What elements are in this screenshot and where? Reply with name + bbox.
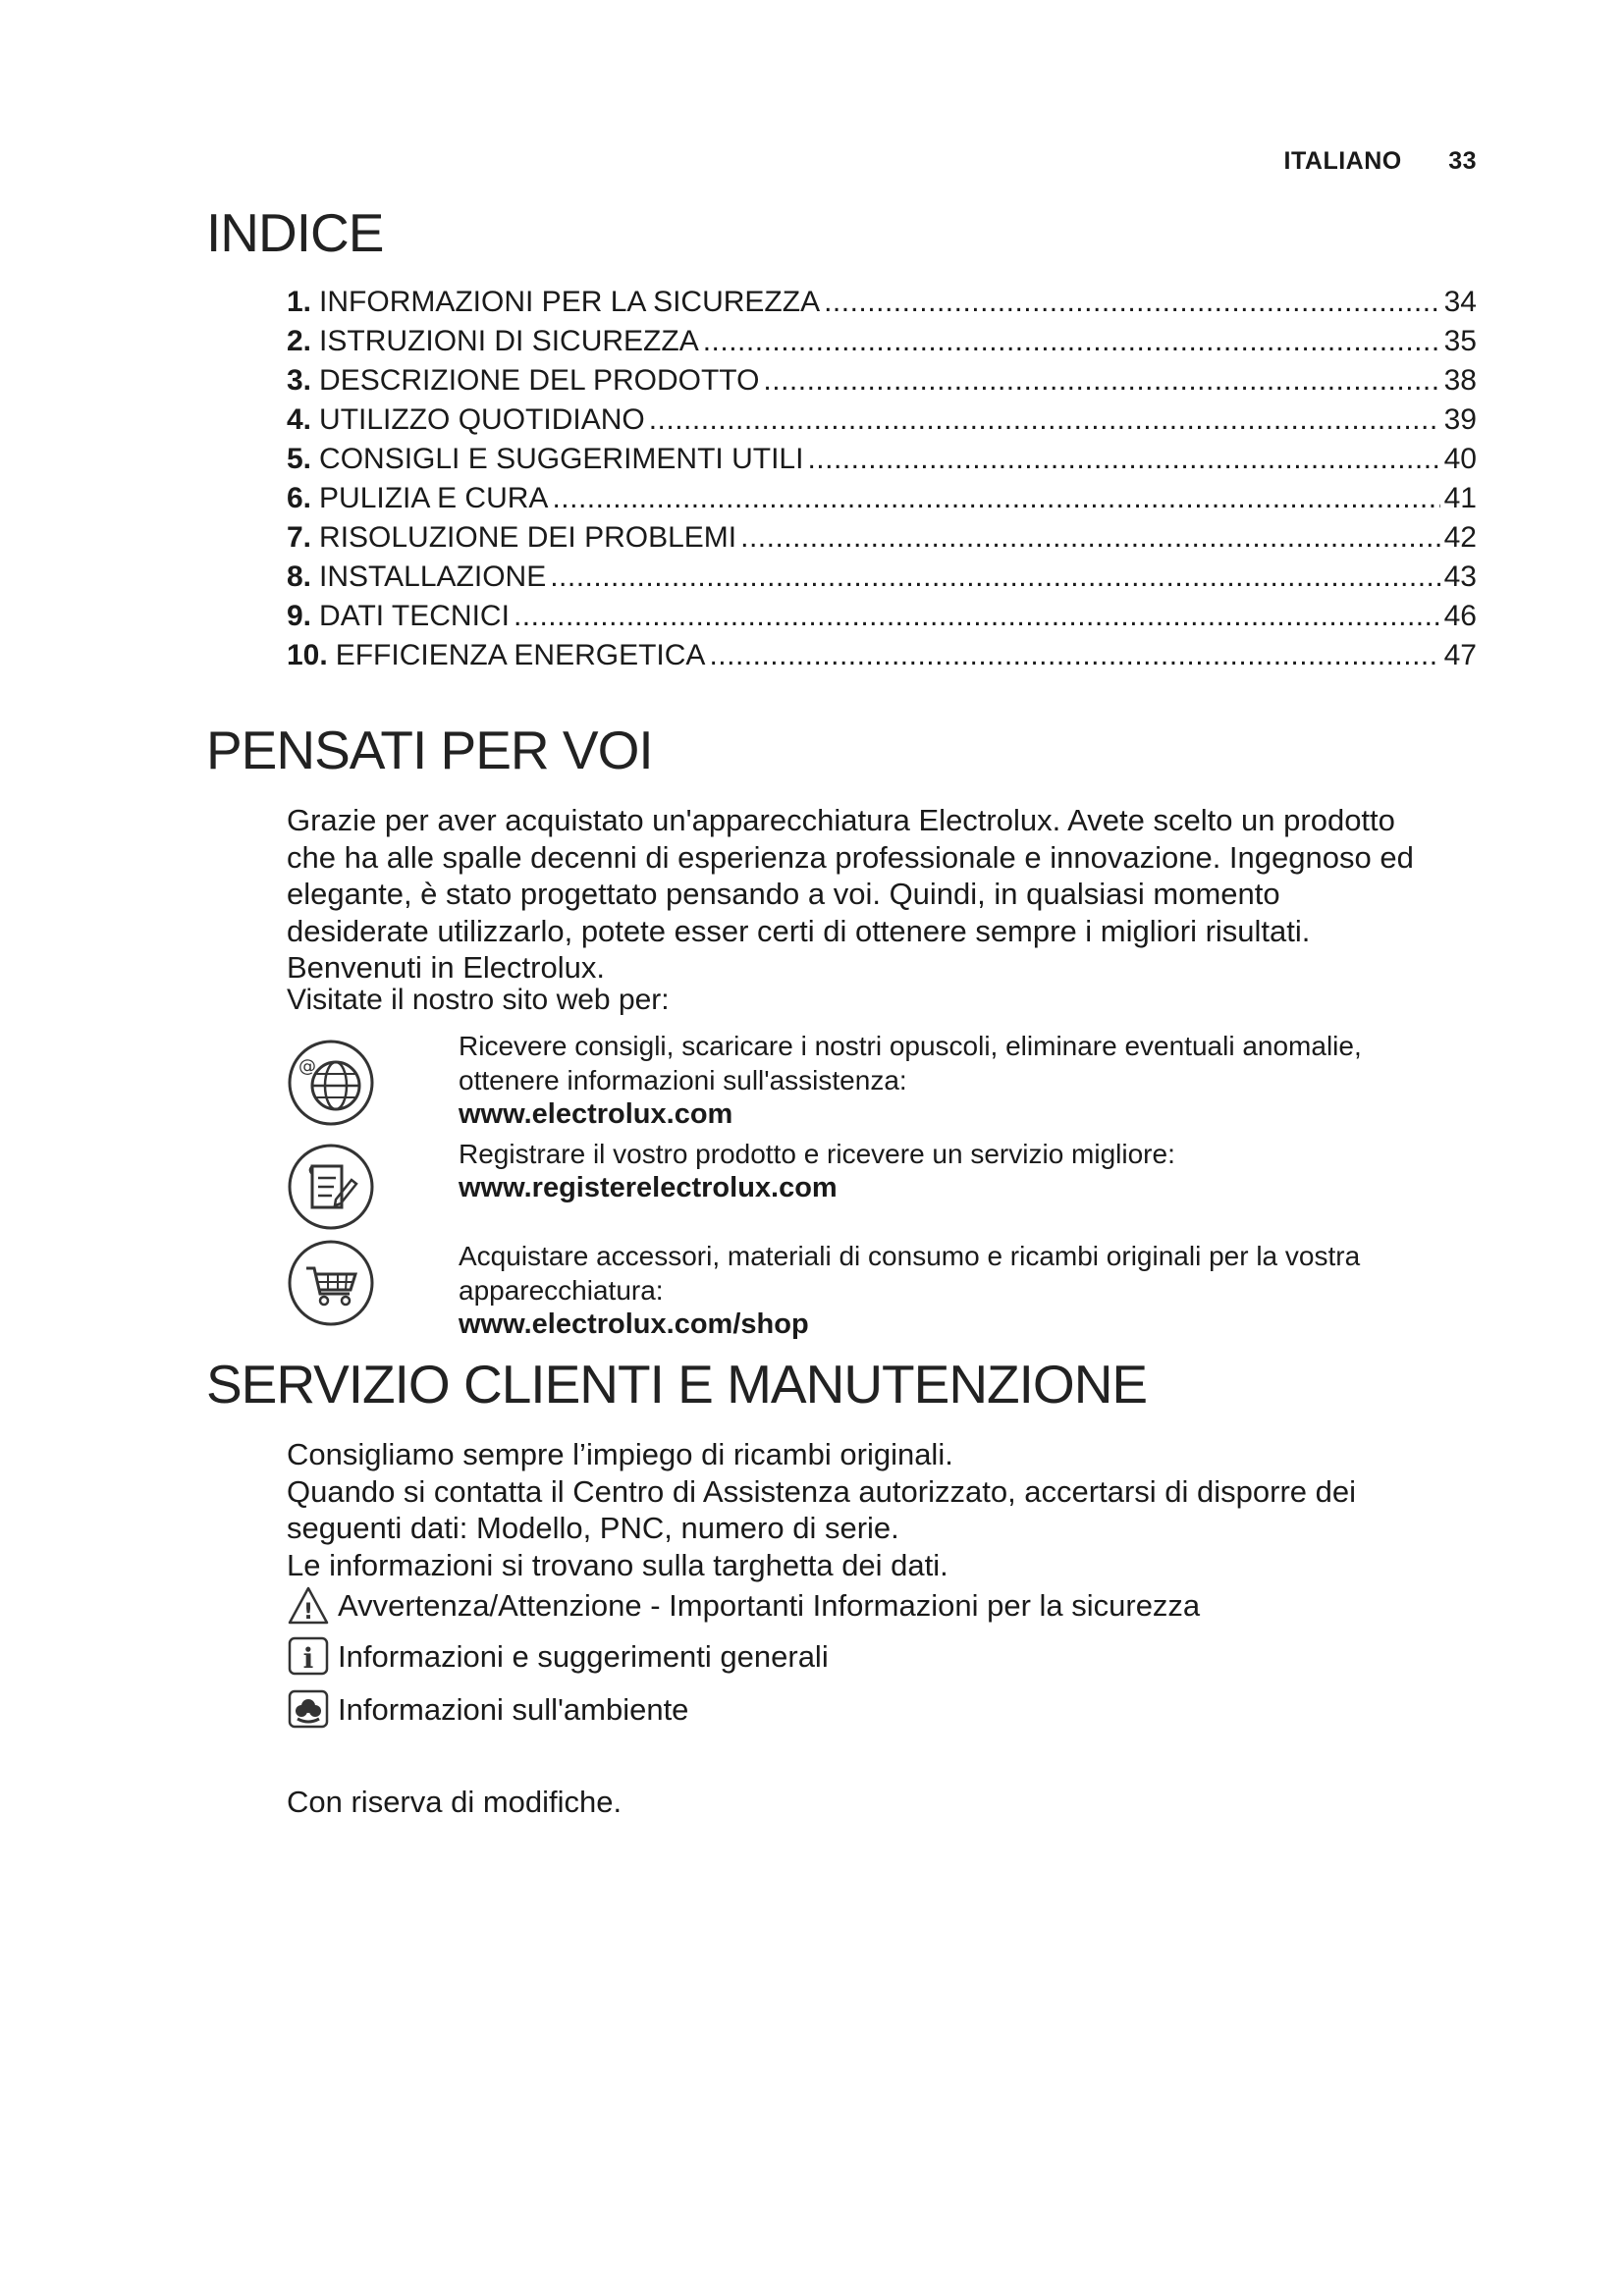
toc-leader [740,518,1440,558]
toc-num: 4. [287,403,312,436]
toc-leader [824,283,1440,322]
page-header [1284,147,1477,176]
toc-title: DATI TECNICI [319,600,510,632]
service-line: ottenere informazioni sull'assistenza: [459,1065,907,1095]
toc-num: 3. [287,364,312,397]
toc-page: 35 [1443,325,1477,357]
legend-text: Avvertenza/Attenzione - Importanti Informazioni per la sicurezza [338,1588,1201,1623]
toc-page: 47 [1443,639,1477,671]
toc-page: 42 [1443,521,1477,554]
toc-title: ISTRUZIONI DI SICUREZZA [319,325,699,357]
toc-leader [763,361,1439,400]
disclaimer-note: Con riserva di modifiche. [287,1785,623,1819]
toc-entry-6[interactable] [287,479,1477,518]
table-of-contents [287,283,1477,675]
toc-title: UTILIZZO QUOTIDIANO [319,403,645,436]
service-text-line: seguenti dati: Modello, PNC, numero di serie. [287,1511,899,1545]
toc-entry-1[interactable] [287,283,1477,322]
support-link[interactable]: www.electrolux.com [459,1098,733,1130]
register-link[interactable]: www.registerelectrolux.com [459,1172,838,1203]
toc-page: 46 [1443,600,1477,632]
info-icon [287,1635,330,1679]
service-text-line: Le informazioni si trovano sulla targhetta dei dati. [287,1547,948,1582]
toc-leader [552,479,1439,518]
service-register-text [459,1137,1440,1205]
toc-num: 1. [287,286,312,318]
service-line: Acquistare accessori, materiali di consumo e ricambi originali per la vostra [459,1241,1361,1271]
toc-title: CONSIGLI E SUGGERIMENTI UTILI [319,443,804,475]
header-page-number: 33 [1448,147,1477,175]
legend-text: Informazioni sull'ambiente [338,1692,689,1727]
toc-num: 10. [287,639,328,671]
legend-environment [287,1688,688,1732]
toc-title: DESCRIZIONE DEL PRODOTTO [319,364,760,397]
legend-warning [287,1584,1200,1628]
header-language: ITALIANO [1283,147,1402,175]
service-text-line: Consigliamo sempre l’impiego di ricambi originali. [287,1437,953,1471]
toc-page: 34 [1443,286,1477,318]
toc-num: 5. [287,443,312,475]
index-title: INDICE [206,202,384,263]
toc-title: RISOLUZIONE DEI PROBLEMI [319,521,737,554]
toc-num: 2. [287,325,312,357]
service-shop-text [459,1239,1440,1342]
svg-text:@: @ [298,1056,316,1077]
intro-line: che ha alle spalle decenni di esperienza professionale e innovazione. Ingegnoso ed [287,839,1414,875]
toc-entry-5[interactable] [287,440,1477,479]
globe-icon [287,1039,375,1127]
toc-num: 6. [287,482,312,514]
for-you-title: PENSATI PER VOI [206,720,653,780]
toc-title: EFFICIENZA ENERGETICA [335,639,706,671]
toc-leader [807,440,1439,479]
toc-leader [709,636,1439,675]
toc-page: 38 [1443,364,1477,397]
toc-entry-2[interactable] [287,322,1477,361]
service-line: Registrare il vostro prodotto e ricevere un servizio migliore: [459,1139,1175,1169]
toc-leader [649,400,1440,440]
toc-entry-9[interactable] [287,597,1477,636]
toc-title: PULIZIA E CURA [319,482,549,514]
service-support-text [459,1029,1440,1132]
service-text-line: Quando si contatta il Centro di Assistenza autorizzato, accertarsi di disporre dei [287,1473,1356,1509]
service-register [287,1137,1504,1235]
svg-text:!: ! [302,1600,314,1625]
toc-num: 7. [287,521,312,554]
toc-entry-7[interactable] [287,518,1477,558]
toc-num: 8. [287,561,312,593]
intro-line: Grazie per aver acquistato un'apparecchiatura Electrolux. Avete scelto un prodotto [287,803,1395,837]
cart-icon [287,1239,375,1327]
toc-entry-3[interactable] [287,361,1477,400]
warning-icon [287,1584,330,1628]
toc-leader [550,558,1439,597]
service-line: apparecchiatura: [459,1275,664,1306]
service-text [287,1436,1485,1583]
toc-entry-10[interactable] [287,636,1477,675]
for-you-intro [287,802,1485,987]
shop-link[interactable]: www.electrolux.com/shop [459,1308,809,1340]
service-title: SERVIZIO CLIENTI E MANUTENZIONE [206,1354,1148,1415]
toc-num: 9. [287,600,312,632]
intro-line: desiderate utilizzarlo, potete esser certi di ottenere sempre i migliori risultati. [287,913,1311,948]
register-icon [287,1143,375,1231]
toc-title: INSTALLAZIONE [319,561,547,593]
legend-info [287,1635,829,1679]
toc-leader [514,597,1440,636]
toc-entry-4[interactable] [287,400,1477,440]
environment-icon [287,1688,330,1732]
toc-title: INFORMAZIONI PER LA SICUREZZA [319,286,821,318]
toc-entry-8[interactable] [287,558,1477,597]
service-shop [287,1239,1504,1347]
intro-line: Benvenuti in Electrolux. [287,950,605,985]
toc-page: 39 [1443,403,1477,436]
intro-line: elegante, è stato progettato pensando a voi. Quindi, in qualsiasi momento [287,877,1280,911]
service-line: Ricevere consigli, scaricare i nostri opuscoli, eliminare eventuali anomalie, [459,1031,1362,1061]
legend-text: Informazioni e suggerimenti generali [338,1639,829,1674]
toc-page: 43 [1443,561,1477,593]
toc-leader [703,322,1440,361]
toc-page: 40 [1443,443,1477,475]
visit-website-label: Visitate il nostro sito web per: [287,984,670,1016]
service-support [287,1029,1504,1137]
svg-text:i: i [302,1642,314,1675]
toc-page: 41 [1443,482,1477,514]
